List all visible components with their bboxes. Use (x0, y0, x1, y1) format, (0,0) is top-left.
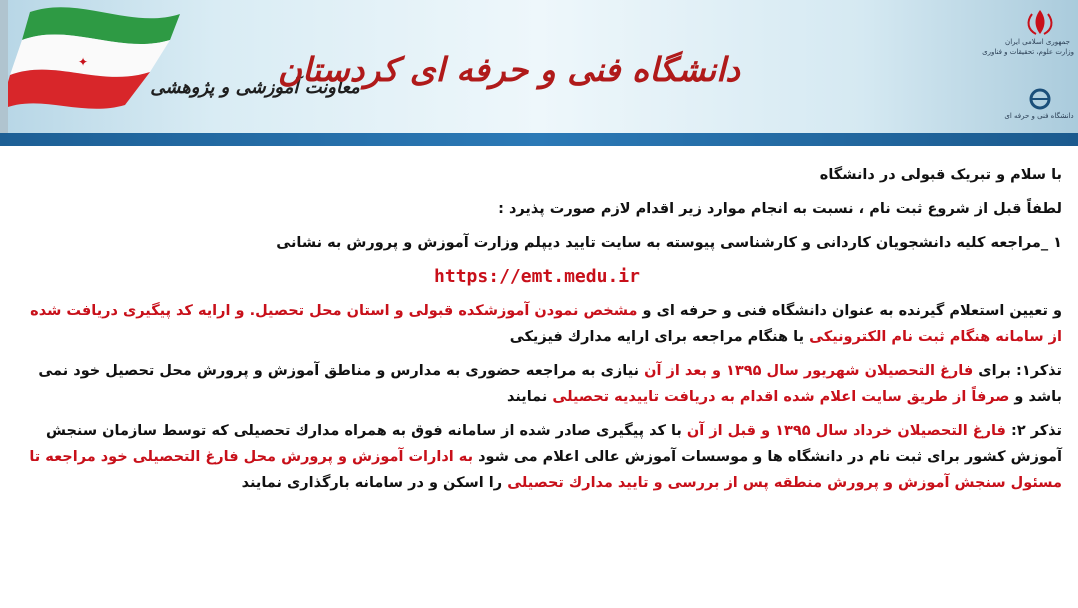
greeting: با سلام و تبریک قبولی در دانشگاه (819, 167, 1062, 183)
iran-emblem-icon (1005, 4, 1070, 124)
item-1: ۱ _مراجعه کلیه دانشجویان کاردانی و کارشناسی پیوسته به سایت تایید دیپلم وزارت آموزش و پرورش به نشانی (276, 235, 1062, 251)
emblem-caption-2: وزارت علوم، تحقیقات و فناوری (982, 48, 1074, 56)
iran-flag-ribbon (0, 0, 230, 133)
vice-chancellor-title: معاونت آموزشی و پژوهشی (150, 77, 360, 98)
university-title: دانشگاه فنی و حرفه ای کردستان (277, 50, 740, 89)
page-header (0, 0, 1078, 133)
request-line: لطفاً قبل از شروع ثبت نام ، نسبت به انجام موارد زیر اقدام لازم صورت پذیرد : (498, 201, 1062, 217)
logo-caption: دانشگاه فنی و حرفه ای (1004, 112, 1074, 120)
paragraph-inquiry: و تعیین استعلام گیرنده به عنوان دانشگاه فنی و حرفه ای و مشخص نمودن آموزشکده قبولی و استان محل تحصیل. و ارایه کد پیگیری دریافت شده از سامانه هنگام ثبت نام الکترونیکی یا هنگام مراجعه برای ارایه مدارك فیزیکی (30, 303, 1062, 345)
note-2: تذکر ۲: فارغ التحصیلان خرداد سال ۱۳۹۵ و قبل از آن با کد پیگیری صادر شده از سامانه فوق به همراه مدارك تحصیلی که توسط سازمان سنجش آموزش کشور برای ثبت نام در دانشگاه ها و موسسات آموزش عالی اعلام می شود به ادارات آموزش و پرورش محل فارغ التحصیلی خود مراجعه تا مسئول سنجش آموزش و پرورش منطقه پس از بررسی و تایید مدارك تحصیلی را اسکن و در سامانه بارگذاری نمایند (29, 423, 1062, 491)
header-strip (0, 133, 1078, 146)
announcement-body (12, 162, 1062, 602)
emblem-caption-1: جمهوری اسلامی ایران (1005, 38, 1070, 46)
note-1: تذکر۱: برای فارغ التحصیلان شهریور سال ۱۳۹۵ و بعد از آن نیازی به مراجعه حضوری به مدارس و مناطق آموزش و پرورش محل تحصیل خود نمی باشد و صرفاً از طریق سایت اعلام شده اقدام به دریافت تاییدیه تحصیلی نمایند (38, 363, 1062, 405)
svg-text:✦: ✦ (78, 55, 89, 69)
diploma-site-link[interactable]: https://emt.medu.ir (434, 266, 640, 287)
